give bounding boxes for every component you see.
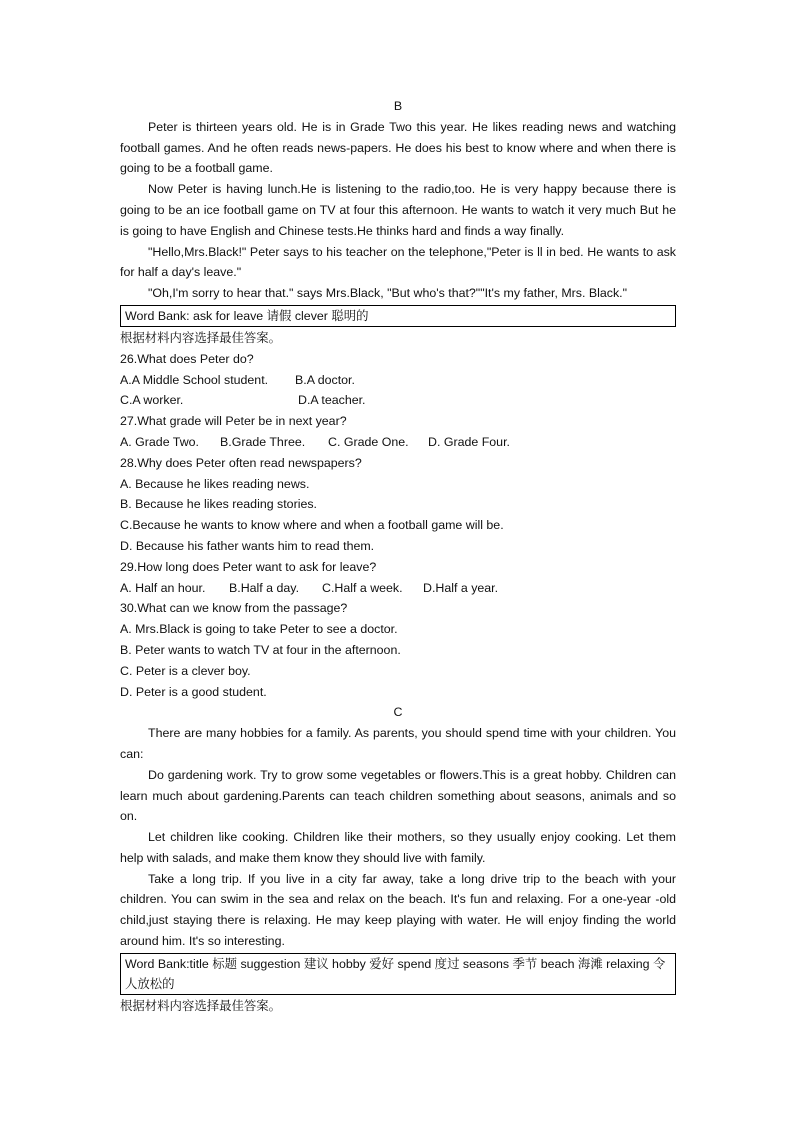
- option-28-c: C.Because he wants to know where and when a football game will be.: [120, 518, 504, 533]
- question-29: 29.How long does Peter want to ask for leave?: [120, 559, 377, 574]
- question-26-options-row-1: [120, 370, 676, 391]
- question-26-options-row-2: [120, 390, 676, 411]
- option-28-a: A. Because he likes reading news.: [120, 476, 310, 491]
- option-30-d: D. Peter is a good student.: [120, 684, 267, 699]
- word-bank-c: Word Bank:title 标题 suggestion 建议 hobby 爱好 spend 度过 seasons 季节 beach 海滩 relaxing 令人放松的: [120, 953, 676, 995]
- instruction-c: 根据材料内容选择最佳答案。: [120, 998, 282, 1013]
- question-26: 26.What does Peter do?: [120, 351, 254, 366]
- option-30-a: A. Mrs.Black is going to take Peter to see a doctor.: [120, 622, 398, 637]
- option-29-a: A. Half an hour.: [120, 580, 206, 595]
- option-29-d: D.Half a year.: [423, 580, 499, 595]
- option-26-d: D.A teacher.: [298, 393, 366, 408]
- question-30: 30.What can we know from the passage?: [120, 601, 348, 616]
- option-27-a: A. Grade Two.: [120, 434, 199, 449]
- question-27-options: [120, 432, 676, 453]
- passage-c-paragraph-4: Take a long trip. If you live in a city far away, take a long drive trip to the beach with your children. You can swim in the sea and relax on the beach. It's fun and relaxing. For a one-year -old child,just staying there is relaxing. He may keep playing with water. He will enjoy finding the world around him. It's so interesting.: [120, 871, 676, 949]
- worksheet-page: [120, 96, 676, 1017]
- option-28-b: B. Because he likes reading stories.: [120, 497, 317, 512]
- question-27: 27.What grade will Peter be in next year?: [120, 414, 347, 429]
- option-27-d: D. Grade Four.: [428, 434, 510, 449]
- passage-b-paragraph-1: Peter is thirteen years old. He is in Grade Two this year. He likes reading news and watching football games. And he often reads news-papers. He does his best to know where and when there is going to be a football game.: [120, 119, 676, 176]
- option-26-a: A.A Middle School student.: [120, 372, 269, 387]
- instruction-b: 根据材料内容选择最佳答案。: [120, 330, 282, 345]
- passage-c-paragraph-1: There are many hobbies for a family. As parents, you should spend time with your children. You can:: [120, 726, 676, 761]
- option-28-d: D. Because his father wants him to read them.: [120, 538, 375, 553]
- option-26-c: C.A worker.: [120, 393, 184, 408]
- passage-b-paragraph-3: "Hello,Mrs.Black!" Peter says to his teacher on the telephone,"Peter is ll in bed. He wants to ask for half a day's leave.": [120, 244, 676, 280]
- passage-c-paragraph-2: Do gardening work. Try to grow some vegetables or flowers.This is a great hobby. Children can learn much about gardening.Parents can teach children something about seasons, animals and so on.: [120, 767, 676, 824]
- passage-c-paragraph-3: Let children like cooking. Children like their mothers, so they usually enjoy cooking. Let them help with salads, and make them know they should live with family.: [120, 830, 676, 865]
- word-bank-b: Word Bank: ask for leave 请假 clever 聪明的: [120, 305, 676, 327]
- passage-b-paragraph-4: "Oh,I'm sorry to hear that." says Mrs.Black, "But who's that?""It's my father, Mrs. Black.": [148, 286, 628, 301]
- option-29-b: B.Half a day.: [229, 580, 300, 595]
- option-29-c: C.Half a week.: [322, 580, 403, 595]
- question-29-options: [120, 578, 676, 599]
- section-c-label: C: [393, 705, 403, 720]
- option-27-c: C. Grade One.: [328, 434, 409, 449]
- option-30-c: C. Peter is a clever boy.: [120, 663, 251, 678]
- section-b-label: B: [393, 99, 403, 113]
- option-30-b: B. Peter wants to watch TV at four in the afternoon.: [120, 642, 401, 657]
- option-26-b: B.A doctor.: [295, 372, 355, 387]
- passage-b-paragraph-2: Now Peter is having lunch.He is listening to the radio,too. He is very happy because there is going to be an ice football game on TV at four this afternoon. He wants to watch it very much But he is going to have English and Chinese tests.He thinks hard and finds a way finally.: [120, 182, 676, 238]
- option-27-b: B.Grade Three.: [220, 434, 306, 449]
- question-28: 28.Why does Peter often read newspapers?: [120, 455, 362, 470]
